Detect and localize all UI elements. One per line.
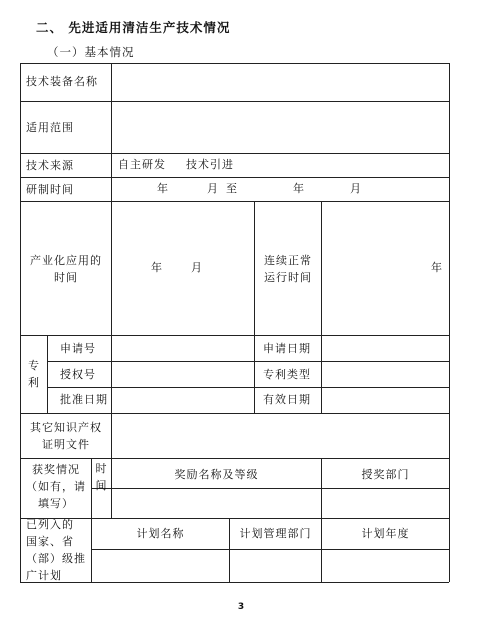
col-award-dept: 授奖部门: [361, 468, 410, 481]
other-ip-field[interactable]: [112, 414, 448, 457]
op-year: 年: [431, 261, 443, 274]
source-option-import[interactable]: 技术引进: [186, 158, 234, 171]
label-application-no: 申请号: [60, 342, 96, 355]
subsection-heading: （一）基本情况: [47, 45, 135, 59]
label-valid-date: 有效日期: [263, 393, 311, 406]
label-equipment-name: 技术装备名称: [26, 75, 98, 88]
dev-end-month: 月: [350, 182, 362, 195]
source-option-self[interactable]: 自主研发: [118, 158, 166, 171]
label-awards: 获奖情况 （如有，请 填写）: [26, 463, 86, 510]
col-award-name-level: 奖励名称及等级: [174, 468, 259, 481]
app-year: 年: [151, 261, 163, 274]
col-plan-year: 计划年度: [361, 527, 410, 540]
page-number: 3: [237, 602, 245, 612]
col-plan-mgmt-dept: 计划管理部门: [239, 527, 312, 540]
app-month: 月: [191, 261, 203, 274]
dev-start-month: 月: [207, 182, 219, 195]
label-approval-date: 批准日期: [60, 393, 108, 406]
label-patent: 专 利: [28, 359, 40, 389]
label-industrial-app-time: 产业化应用的 时间: [30, 254, 102, 284]
dev-end-year: 年: [293, 182, 305, 195]
equipment-name-field[interactable]: [112, 64, 448, 100]
label-application-date: 申请日期: [263, 342, 311, 355]
label-patent-type: 专利类型: [263, 368, 311, 381]
label-award-time: 时 间: [95, 462, 108, 492]
scope-field[interactable]: [112, 102, 448, 152]
label-source: 技术来源: [26, 159, 74, 172]
label-continuous-op-time: 连续正常 运行时间: [264, 254, 312, 284]
dev-to: 至: [226, 182, 238, 195]
dev-start-year: 年: [157, 182, 169, 195]
label-grant-no: 授权号: [60, 368, 96, 381]
col-plan-name: 计划名称: [136, 527, 185, 540]
label-dev-time: 研制时间: [26, 183, 74, 196]
label-scope: 适用范围: [26, 121, 74, 134]
label-plan: 已列入的 国家、省 （部）级推 广计划: [26, 518, 86, 582]
section-heading: 二、 先进适用清洁生产技术情况: [36, 20, 231, 35]
label-other-ip: 其它知识产权 证明文件: [30, 421, 102, 451]
